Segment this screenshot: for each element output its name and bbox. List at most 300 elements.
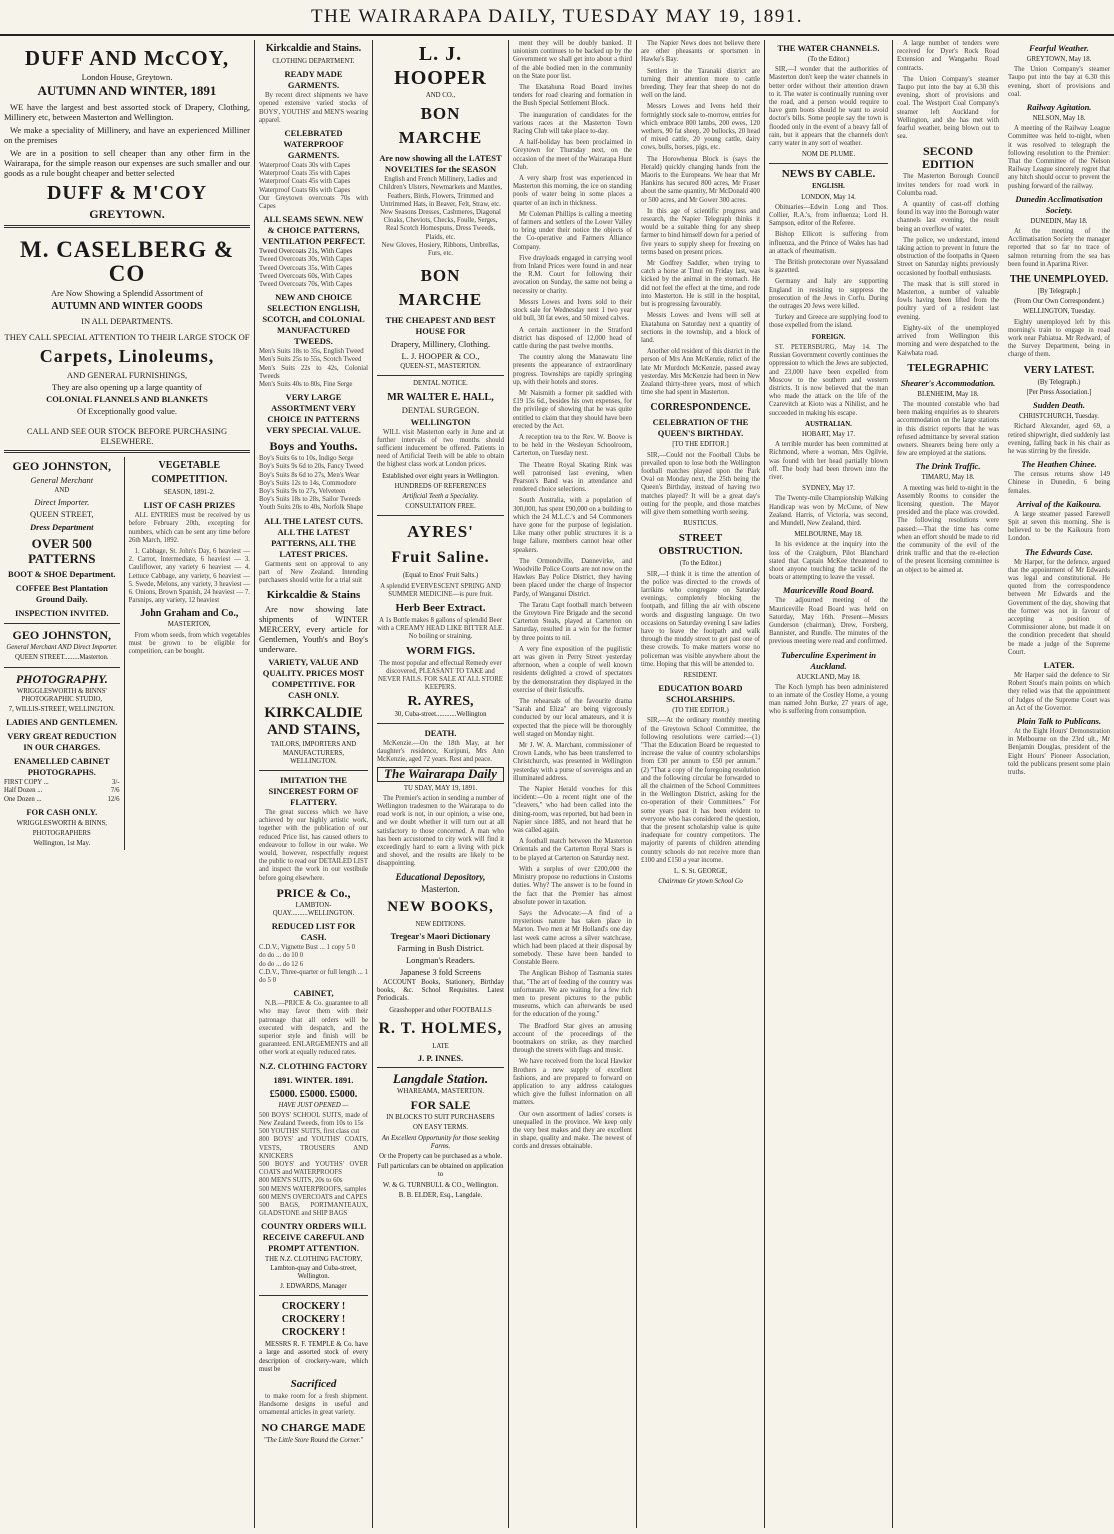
- latest-press: [Per Press Association.]: [1026, 388, 1092, 396]
- sudden-text: Richard Alexander, aged 69, a retired shipwright, died suddenly last evening, falling back in his chair as he was stirring by the fireside.: [1008, 423, 1110, 455]
- ayres-worm: WORM FIGS.: [405, 644, 476, 657]
- veg-list-items: 1. Cabbage, St. John's Day, 6 heaviest — 2. Carrot, Intermediate, 6 heaviest — 3. Cauliflower, any variety 6 heaviest — 4. Lettuce Cabbage, any variety, 6 heaviest — 5. Swede, Melons, any variety, 3 heaviest — 6. Onions, Brown Spanish, 24 heaviest — 7. Parsnips, any variety, 12 heaviest: [128, 548, 251, 605]
- editorial-text-17: A very fine exposition of the pugilistic art was given in Perry Street yesterday afternoon, when a couple of well known residents delighted a crowd of spectators by the demonstration they displayed in the exercise of their fisticuffs.: [513, 645, 632, 694]
- editorial-text-19: Mr J. W. A. Marchant, commissioner of Crown Lands, who has been transferred to Christchurch, was presented in Wellington yesterday with a purse of sovereigns and an illuminated address.: [513, 742, 632, 782]
- editorial-text-3: The inauguration of candidates for the various races at the Masterton Town Racing Club will take place to-day.: [513, 111, 632, 136]
- kirk-boys: Boys and Youths.: [269, 439, 358, 454]
- corr-sign: RUSTICUS.: [683, 520, 718, 528]
- rail-text: A meeting of the Railway League Committee was held to-night, when it was resolved to telegraph the following resolution to the Premier: That the Committee of the Nelson Railway League sincerely regret that any hitch should occur to prevent the pushing forward of the railway.: [1008, 125, 1110, 190]
- col5-text-3: Messrs Lowes and Ivens held their fortnightly stock sale to-morrow, entries for which embrace 800 lambs, 200 ewes, 120 wethers, 90 fat sheep, 20 bullocks, 20 head of mixed cattle, 20 young cattle, dairy cows, bulls, horses, pigs, etc.: [641, 103, 760, 152]
- column-1-split: [4, 457, 250, 850]
- bon-title: BON MARCHE: [398, 104, 483, 148]
- nzc-sign: J. EDWARDS, Manager: [280, 1283, 347, 1291]
- ayres-address: 30, Cuba-street............Wellington: [394, 710, 487, 718]
- imit-title: IMITATION THE SINCEREST FORM OF FLATTERY.: [268, 774, 359, 807]
- price-title: PRICE & Co.,: [276, 885, 351, 900]
- caselberg-goods-3: They are also opening up a large quantity of: [52, 382, 202, 392]
- water-sign: NOM DE PLUME.: [801, 151, 856, 159]
- edu-grass: Grasshopper and other FOOTBALLS: [389, 1006, 492, 1014]
- editorial-text-4: A half-holiday has been proclaimed in Greytown for Thursday next, on the occasion of the meet of the Wairarapa Hunt Club.: [513, 139, 632, 171]
- corr-body: SIR,—Could not the Football Clubs be prevailed upon to lose both the Wellington football matches played upon the Park Oval on Monday next, the 25th being the Queen's Birthday, instead of having two matches played? It will be a great day's outing for the people, and those matches will give them something worth seeing.: [641, 451, 760, 516]
- bon2-title: BON MARCHE: [398, 266, 483, 310]
- divider: [4, 450, 250, 453]
- second-text-2: A quantity of cast-off clothing found its way into the Borough water channels last evening, the result being an overflow of water.: [897, 201, 999, 233]
- second-text-1: The Masterton Borough Council invites tenders for road work in Columba road.: [897, 173, 999, 197]
- price-value: 7/6: [110, 787, 120, 795]
- divider: [377, 515, 504, 516]
- cable-london: LONDON, May 14.: [801, 193, 856, 201]
- kirk-latest: ALL THE LATEST CUTS. ALL THE LATEST PATTERNS, ALL THE LATEST PRICES.: [264, 515, 363, 559]
- tenders-head: A large number of tenders were received for Dyer's Rock Road Extension and Wangaehu Road contracts.: [897, 40, 999, 72]
- graham-body: From whom seeds, from which vegetables must be grown to be eligible for competition, can be bought.: [128, 631, 251, 656]
- dental-name: MR WALTER E. HALL,: [387, 391, 494, 403]
- corr-sub: CELEBRATION OF THE QUEEN'S BIRTHDAY.: [652, 417, 749, 439]
- column-1: [0, 40, 254, 1530]
- kirk3-sub: TAILORS, IMPORTERS AND MANUFACTURERS, WELLINGTON.: [270, 741, 357, 765]
- col5-text-4: The Horowhenua Block is (says the Herald) quickly changing hands from the Maoris to the Europeans. We hear that Mr Hankins has secured 800 acres, Mr Fraser about the same quantity, Mr McDonald 400 or 500 acres, and Mr Gower 300 acres.: [641, 155, 760, 204]
- editorial-text-27: Our own assortment of ladies' corsets is unequalled in the province. We keep only the very best makes and they are excellent in shape, quality and make. The newest of cords and dresses obtainable.: [513, 1110, 632, 1151]
- geo2-address: QUEEN STREET.........Masterton.: [14, 654, 109, 662]
- unemp-text: Eighty unemployed left by this morning's train to engage in road work near Pahiatua. Mr Redward, of the Survey Department, being in charge of them.: [1008, 318, 1110, 359]
- ayres-salt-note: (Equal to Enos' Fruit Salts.): [402, 572, 479, 580]
- column-3: [373, 40, 508, 1530]
- veg-list: LIST OF CASH PRIZES: [143, 500, 235, 511]
- second-text-3: The police, we understand, intend taking action to prevent in future the obstruction of the footpaths in Queen Street on Saturday nights previously occasioned by football enthusiasts.: [897, 236, 999, 277]
- fear-title: Fearful Weather.: [1029, 43, 1089, 53]
- edu-account: ACCOUNT Books, Stationery, Birthday books, &c. School Requisites. Latest Periodicals.: [377, 978, 504, 1003]
- street-sign: RESIDENT.: [683, 672, 718, 679]
- edu-title: EDUCATION BOARD SCHOLARSHIPS.: [658, 683, 743, 705]
- column-4: [509, 40, 636, 1530]
- ayres-firm: R. AYRES,: [407, 693, 474, 709]
- cable-text-1: Obituaries—Edwin Long and Thos. Collier, R.A.'s, from influenza; Lord H. Sampson, editor of the Referee.: [769, 203, 888, 228]
- unemp-title: THE UNEMPLOYED.: [1009, 274, 1109, 286]
- ayres-herb: Herb Beer Extract.: [395, 602, 486, 615]
- geo-sub-1: General Merchant: [30, 475, 94, 485]
- geo-sub-2: AND: [54, 487, 70, 494]
- editorial-text-16: The Taratu Capt football match between the Greytown Fire Brigade and the second Carterton Steals, played at Carterton on Saturday, resulted in a win for the former by three points to nil.: [513, 601, 632, 642]
- editorial-text-13: The Theatre Royal Skating Rink was well patronised last evening, when Pearson's Band was in attendance and rendered choice selections.: [513, 461, 632, 494]
- nzc-season: 1891. WINTER. 1891.: [273, 1074, 354, 1085]
- hobart: HOBART, May 17.: [801, 430, 856, 438]
- corr-to: [TO THE EDITOR.]: [672, 441, 729, 449]
- column-6: [765, 40, 892, 1530]
- editorial-text-25: The Bradford Star gives an amusing account of the proceedings of the bootmakers on strike, as they marched through the streets with flags and music.: [513, 1022, 632, 1055]
- street-title: STREET OBSTRUCTION.: [658, 532, 743, 558]
- editorial-text-9: A certain auctioneer in the Stratford district has disposed of 12,000 head of cattle during the past twelve months.: [513, 326, 632, 350]
- editorial-text-7: Five drayloads engaged in carrying wool from Inland Prices were found in and near the R.M. Court for following their avocation on Sunday, the same not being a necessity or charity.: [513, 254, 632, 295]
- cable-text-2: Bishop Ellicott is suffering from influenza, and the Prince of Wales has had an attack of rheumatism.: [769, 231, 888, 255]
- langdale-apply: Full particulars can be obtained on application to: [377, 1163, 504, 1179]
- geo-inspection: INSPECTION INVITED.: [15, 608, 109, 619]
- ayres-title: AYRES': [407, 522, 474, 542]
- langdale-terms: ON EASY TERMS.: [413, 1124, 468, 1132]
- editorial-text-14: South Australia, with a population of 300,000, has spent £90,000 on a building to which the 24 M.L.C.'s and 54 Commoners have gone for the purpose of legislation. Like many other public structures it is a huge failure, members cannot hear other speakers.: [513, 497, 632, 554]
- editorial-text-23: Says the Advocate:—A find of a mysterious nature has taken place in Marton. Two men at Mr Holland's one day last week came across a silver watchcase, which had been placed at their disposal by somebody. These have been handed to Constable Beere.: [513, 909, 632, 967]
- dunedin-title: Dunedin Acclimatisation Society.: [1015, 193, 1103, 215]
- tuber-title: Tuberculine Experiment in Auckland.: [780, 649, 877, 671]
- crock-title: CROCKERY ! CROCKERY ! CROCKERY !: [281, 1301, 346, 1339]
- column-8: [1004, 40, 1114, 1530]
- divider: [259, 1295, 368, 1296]
- hooper-title: L. J. HOOPER: [394, 43, 487, 89]
- col5-text-2: Settlers in the Taranaki district are turning their attention more to cattle breeding. They fear that sheep do not do well on the land.: [641, 67, 760, 100]
- kirk-waterproof-list: Waterproof Coats 30s with Capes Waterproof Coats 35s with Capes Waterproof Coats 45s with Capes Waterproof Coats 60s with Capes Our Greytown overcoats 70s with Capes: [259, 162, 368, 211]
- col5-text-6: Mr Godfrey Saddler, when trying to catch a horse at Tinui on Friday last, was kicked by the animal in the stomach. He did not feel the effect at the time, and rode into Masterton. He is still in the hospital, but is progressing favourably.: [641, 260, 760, 309]
- dental-title: DENTAL SURGEON.: [401, 404, 480, 415]
- daily-leader: The Premier's action in sending a number of Wellington tradesmen to the Wairarapa to do road work is not, in our opinion, a wise one, and we doubt whether it will turn out at all satisfactory to those concerned. A man who has been accustomed to city work will find it exceedingly hard to earn a living with pick and shovel, and the results are likely to be disappointing.: [377, 794, 504, 868]
- ayres-body: A splendid EVERVESCENT SPRING AND SUMMER MEDICINE—is pure fruit.: [380, 582, 501, 598]
- edu-body: SIR,—At the ordinary monthly meeting of the Greytown School Committee, the following resolutions were carried:—(1) "That the Education Board be requested to increase the value of country scholarships from £30 per annum to £50 per annum." (2) "That a copy of the foregoing resolution and the following circular be forwarded to all the chairmen of the School Committees in the Wellington District, asking for the co-operation of their Committees." For some years past it has been evident to everyone who has considered the question, that the present scholarship value is quite inadequate for country competitors. The majority of parents of children attending country schools do not receive more than £100 and £150 a year income.: [641, 717, 760, 864]
- divider: [377, 375, 504, 376]
- langdale-agent-2: B. B. ELDER, Esq., Langdale.: [398, 1191, 483, 1199]
- edu-title: Educational Depository,: [395, 871, 486, 882]
- holmes-late: LATE: [432, 1042, 449, 1050]
- geo-dress: Dress Department: [30, 522, 94, 533]
- second-text-5: Eighty-six of the unemployed arrived from Wellington this morning and were despatched to the Kaiwhata road.: [897, 324, 999, 357]
- water-to: (To the Editor.): [807, 56, 850, 63]
- nzc-country: COUNTRY ORDERS WILL RECEIVE CAREFUL AND PROMPT ATTENTION.: [260, 1221, 367, 1254]
- photo-sign-2: PHOTOGRAPHERS: [32, 830, 91, 838]
- mauri-title: Mauriceville Road Board.: [783, 585, 874, 596]
- photo-enamel: ENAMELLED CABINET PHOTOGRAPHS.: [13, 756, 110, 778]
- timaru: TIMARU, May 18.: [921, 474, 975, 482]
- edwards-title: The Edwards Case.: [1025, 546, 1093, 557]
- caselberg-season: AUTUMN AND WINTER GOODS: [51, 301, 203, 312]
- daily-masthead: The Wairarapa Daily: [377, 767, 504, 781]
- dunedin-text: At the meeting of the Acclimatisation Society the manager reported that so far no trace of salmon returning from the sea has been found in Aparima River.: [1008, 228, 1110, 268]
- geo-title: GEO JOHNSTON,: [12, 459, 112, 473]
- price-note: N.B.—PRICE & Co. guarantee to all who may favor them with their patronage that all orders will be executed with despatch, and the superior style and finish will be guaranteed. ENLARGEMENTS and all other work at equally reduced rates.: [259, 1000, 368, 1057]
- photo-ladies: LADIES AND GENTLEMEN.: [6, 717, 118, 728]
- second-text-4: The mask that is still stored in Masterton, a number of valuable fowls having been lifted from the poultry yard of a resident last evening.: [897, 280, 999, 321]
- caselberg-depts: IN ALL DEPARTMENTS.: [81, 316, 173, 326]
- later-title: LATER.: [1043, 659, 1075, 670]
- editorial-text-20: The Napier Herald vouches for this incident:—On a recent night one of the "cleavers," who had been called into the dining-room, was reported, but had been in Napier since 1885, and not heard that he was called again.: [513, 786, 632, 835]
- editorial-text-2: The Ekatahuna Road Board invites tenders for road clearing and formation in the Bush Special Settlement Block.: [513, 84, 632, 108]
- crock-charge: NO CHARGE MADE: [261, 1421, 366, 1434]
- bon-list: English and French Millinery, Ladies and Children's Ulsters, Newmarkets and Mantles, Feathers, Birds, Flowers, Trimmed and Untrimmed Hats, in Beaver, Felt, Straw, etc. New Seasons Dresses, Cashmeres, Diagonal Cloaks, Cheviots, Checks, Foulle, Serges, Real Scotch Homespuns, Dress Tweeds, Plaids, etc. New Gloves, Hosiery, Ribbons, Umbrellas, Furs, etc.: [378, 176, 503, 258]
- editorial-text-15: The Ormondville, Dannevirke, and Woodville Police Courts are not now on the Hawkes Bay Police District, they having been placed under the charge of Inspector Pardy, of Wanganui District.: [513, 557, 632, 598]
- duff-footer-2: GREYTOWN.: [89, 207, 165, 221]
- divider: [259, 770, 368, 771]
- photo-sign: WRIGGLESWORTH & BINNS,: [16, 819, 107, 827]
- kirk-title: Kirkcaldie and Stains.: [265, 43, 362, 54]
- nzc-title: N.Z. CLOTHING FACTORY: [259, 1060, 368, 1071]
- vegetable-competition-ad: [129, 457, 250, 850]
- bon2-sub: THE CHEAPEST AND BEST HOUSE FOR: [385, 315, 496, 337]
- price-value: 3/-: [112, 779, 120, 787]
- unemp-sub: [By Telegraph.]: [1037, 288, 1081, 296]
- kirk2-title: Kirkcaldie & Stains: [266, 589, 361, 602]
- cable-title: NEWS BY CABLE.: [781, 168, 876, 181]
- editorial-text-11: Mr Naismith a former pit saddled with £19 15s 6d., besides his own expenses, for the privilege of showing that he was quite entitled to claim that they should have been erected by the Act.: [513, 389, 632, 430]
- ayres-worm-body: The most popular and effectual Remedy ever discovered, PLEASANT TO TAKE and NEVER FAILS. FOR SALE AT ALL STORE KEEPERS.: [378, 659, 503, 692]
- duff-season: AUTUMN AND WINTER, 1891: [37, 83, 217, 98]
- photo-date: Wellington, 1st May.: [33, 840, 91, 848]
- crock-sign: "The Little Store Round the Corner.": [263, 1436, 364, 1444]
- column-rule: [124, 457, 125, 850]
- price-label: One Dozen ...: [4, 795, 42, 803]
- dental-established: Established over eight years in Wellington.: [382, 472, 499, 480]
- crock-sacrificed: Sacrificed: [290, 1378, 337, 1391]
- editorial-text-1: ment they will be doubly banked. If unionism continues to be backed up by the Government we shall get into about a third of the able bodied men in the community on the State poor list.: [513, 40, 632, 80]
- price-row: [4, 779, 120, 787]
- kirk-very: VERY LARGE ASSORTMENT VERY CHOICE IN PATTERNS VERY SPECIAL VALUE.: [266, 392, 361, 436]
- caselberg-sub: Are Now Showing a Splendid Assortment of: [50, 288, 204, 298]
- edwards-text: Mr Harper, for the defence, argued that the appointment of Mr Edwards was legal and constitutional. He quoted from the correspondence between Mr Edwards and the Government of the day, showing that the former was not in favour of accepting a position of Commissioner alone, but made it on the condition precedent that should be made a judge of the Supreme Court.: [1008, 558, 1110, 656]
- fear-text: The Union Company's steamer Taupo put into the bay at 6.30 this evening, short of provisions and coal.: [1008, 66, 1110, 98]
- price-row: [4, 796, 120, 804]
- edu-longman: Longman's Readers.: [405, 954, 476, 965]
- price-row: [4, 787, 120, 795]
- edu-new: NEW EDITIONS.: [415, 920, 466, 928]
- col5-text-8: Another old resident of this district in the person of Mrs Ann McKenzie, relict of the late Mr Murdoch McKenzie, passed away yesterday. Mrs McKenzie had been in New Zealand thirty-three years, most of which time she had spent in Masterton.: [641, 348, 760, 397]
- tele-sub: Shearer's Accommodation.: [900, 377, 996, 388]
- corr-title: CORRESPONDENCE.: [650, 402, 751, 414]
- death-title: DEATH.: [424, 727, 457, 738]
- edu-sign-2: Chairman Gr ytown School Co: [658, 878, 743, 886]
- kirk-tweed: Tweed Overcoats 21s, With Capes: [259, 248, 353, 256]
- caselberg-goods-5: Of Exceptionally good value.: [76, 406, 178, 416]
- kirk-tweed-list: Tweed Overcoats 30s, With Capes Tweed Overcoats 35s, With Capes Tweed Overcoats 60s, With Capes Tweed Overcoats 70s, With Capes: [259, 256, 353, 289]
- edu-city: Masterton.: [421, 883, 460, 894]
- australian-title: AUSTRALIAN.: [805, 420, 852, 428]
- langdale-blocks: IN BLOCKS TO SUIT PURCHASERS: [386, 1114, 495, 1122]
- editorial-text-12: A reception tea to the Rev. W. Boove is to be held in the Wesleyan Schoolroom, Carterton, on Tuesday next.: [513, 433, 632, 458]
- edu-tregear: Tregear's Maori Dictionary: [390, 930, 491, 941]
- kirk2-variety: VARIETY, VALUE AND QUALITY. PRICES MOST COMPETITIVE. FOR CASH ONLY.: [262, 657, 365, 701]
- duff-footer: DUFF & M'COY: [46, 182, 208, 204]
- street-body: SIR,—I think it is time the attention of the police was directed to the crowds of larrikins who congregate on Saturday evenings, completely blocking the footpath, and filling the air with obscene words and disgusting language. On two occasions on Saturday evening I saw ladies have to leave the footpath and walk through the muddy street to get past one of these crowds. To make matters worse no policeman was visible anywhere about the time. Hoping that this will be attended to.: [641, 570, 760, 668]
- col5-text-5: In this age of scientific progress and research, the Napier Telegraph thinks it would be a suitable thing for any sheep farmer to bind himself down for a period of five years to supply sheep for freezing on terms based on present prices.: [641, 207, 760, 256]
- kirk-waterproof: CELEBRATED WATERPROOF GARMENTS.: [283, 128, 344, 161]
- langdale-purchase: Or the Property can be purchased as a whole.: [379, 1152, 502, 1160]
- caselberg-title: M. CASELBERG & CO: [20, 237, 234, 286]
- editorial-text-22: With a surplus of over £200,000 the Ministry propose no reductions in Customs duties. Why? The answer is to be found in the fact that the Premier has almost absolute power in taxation.: [513, 865, 632, 906]
- divider: [4, 623, 120, 624]
- cable-text-5: Turkey and Greece are supplying food to those expelled from the island.: [769, 314, 888, 330]
- photo-reduction: VERY GREAT REDUCTION IN OUR CHARGES.: [7, 731, 117, 753]
- photo-title: PHOTOGRAPHY.: [15, 671, 108, 686]
- ayres-salt: Fruit Saline.: [391, 549, 490, 567]
- divider: [377, 1067, 504, 1068]
- dental-teeth: Artificial Teeth a Speciality.: [402, 493, 479, 501]
- divider: [769, 163, 888, 164]
- kirk-boys-list: Boy's Suits 6s to 10s, Indigo Serge Boy's Suits 9s 6d to 20s, Fancy Tweed Boy's Suits 8s 6d to 27s, Men's Wear Boy's Suits 12s to 14s, Commodore Boy's Suits 9s to 27s, Velveteen Boy's Suits 18s to 28s, Sailor Tweeds Youth Suits 20s to 40s, Norfolk Shape: [259, 455, 364, 512]
- column-7: [893, 40, 1003, 1530]
- photo-cash: FOR CASH ONLY.: [26, 806, 98, 817]
- duff-sub: London House, Greytown.: [81, 72, 173, 82]
- divider: [4, 667, 120, 668]
- caselberg-attn: THEY CALL SPECIAL ATTENTION TO THEIR LARGE STOCK OF: [4, 332, 250, 342]
- editorial-text-8: Messrs Lowes and Ivens sold to their stock sale for Wednesday next 1 two year old bull, 30 fat ewes, and 50 mixed calves.: [513, 298, 632, 323]
- edu-to: (TO THE EDITOR.): [672, 707, 729, 715]
- caselberg-goods: Carpets, Linoleums,: [39, 346, 215, 366]
- latest-title: VERY LATEST.: [1023, 364, 1095, 376]
- plain-title: Plain Talk to Publicans.: [1016, 715, 1102, 726]
- edu-farming: Farming in Bush District.: [397, 942, 484, 953]
- water-title: THE WATER CHANNELS.: [777, 43, 880, 53]
- melbourne-text: In his evidence at the inquiry into the loss of the Craigburn, Pilot Blanchard stated that Captain McKee threatened to shoot anyone touching the tackle of the boats or attempting to leave the vessel.: [769, 541, 888, 582]
- duff-title: DUFF AND McCOY,: [24, 46, 230, 70]
- bon-body: Are now showing all the LATEST NOVELTIES for the SEASON: [379, 153, 502, 175]
- editorial-text-10: The country along the Manawatu line presents the appearance of extraordinary progress. Townships are rapidly springing up, with their hotels and stores.: [513, 354, 632, 386]
- kirk-ready: READY MADE GARMENTS.: [284, 69, 343, 91]
- photo-sub: WRIGGLESWORTH & BINNS' PHOTOGRAPHIC STUDIO,: [16, 687, 107, 703]
- edu-sign: L. S. St. GEORGE,: [673, 868, 728, 876]
- caselberg-goods-2: AND GENERAL FURNISHINGS,: [66, 370, 188, 380]
- kirk-new: NEW AND CHOICE SELECTION ENGLISH, SCOTCH, and COLONIAL MANUFACTURED TWEEDS.: [262, 292, 365, 347]
- drink-title: The Drink Traffic.: [915, 461, 981, 472]
- holmes-prev: J. P. INNES.: [417, 1052, 464, 1063]
- divider: [377, 723, 504, 724]
- price-list: C.D.V., Vignette Bust ... 1 copy 5 0 do do ... do 10 0 do do ... do 12 6 C.D.V., Three-quarter or full length ... 1 do 5 0: [259, 944, 368, 984]
- heathen-title: The Heathen Chinee.: [1021, 459, 1097, 470]
- dental-refs: HUNDREDS OF REFERENCES: [394, 482, 487, 490]
- bon2-firm: L. J. HOOPER & CO.,: [401, 351, 480, 362]
- langdale-title: Langdale Station.: [392, 1070, 489, 1086]
- sudden-title: Sudden Death.: [1033, 400, 1085, 411]
- daily-date: TU SDAY, MAY 19, 1891.: [403, 784, 478, 792]
- price-label: Half Dozen ...: [4, 787, 43, 795]
- foreign-text: ST. PETERSBURG, May 14. The Russian Government covertly continues the oppression to which the Jews are subjected, and 23,000 have been expelled from Moscow to the southern and western districts. It is now believed that the man who made the attack on the life of the Czarevitch at Kioto was a Nihilist, and he succeeded in making his escape.: [769, 343, 888, 417]
- tenders-text: The Union Company's steamer Taupo put into the bay at 6.30 this evening, short of provisions and coal. The Westport Coal Company's steamer left Auckland for Wellington, and she has met with fearful weather, being blown out to sea.: [897, 75, 999, 141]
- geo-boot: BOOT & SHOE Department.: [8, 569, 116, 580]
- column-5: [637, 40, 764, 1530]
- kirk-approval: Garments sent on approval to any part of New Zealand. Intending purchasers should write for a trial suit: [259, 560, 368, 585]
- column-2: [255, 40, 372, 1530]
- drink-text: A meeting was held to-night in the Assembly Rooms to consider the licensing question. The Mayor presided and the place was crowded. The following resolutions were passed:—That the time has come when an effort should be made to rid the community of the evil of the drink traffic and that the re-election of the present licensing committee is an object to be aimed at.: [897, 484, 999, 574]
- dental-city: WELLINGTON: [410, 416, 471, 427]
- holmes-title: R. T. HOLMES,: [378, 1019, 503, 1037]
- duff-body-2: We make a speciality of Millinery, and have an experienced Milliner on the premises: [4, 125, 250, 145]
- editorial-text-21: A football match between the Masterton Orientals and the Carterton Royal Stars is to be played at Carterton on Saturday next.: [513, 838, 632, 862]
- nzc-opened: HAVE JUST OPENED —: [278, 1101, 349, 1109]
- col5-text-7: Messrs Lowes and Ivens will sell at Ekatahuna on Saturday next a quantity of sections in the township, and a block of land.: [641, 312, 760, 344]
- kirk3-title: KIRKCALDIE AND STAINS,: [264, 705, 363, 739]
- kaikoura-title: Arrival of the Kaikoura.: [1016, 498, 1102, 509]
- langdale-sale: FOR SALE: [410, 1098, 471, 1113]
- langdale-place: WHAREAMA, MASTERTON.: [397, 1087, 484, 1095]
- editorial-text-18: The rehearsals of the favourite drama "Sarah and Eliza" are being vigorously conducted by our local amateurs, and it is expected that the piece will be thoroughly well staged on Monday night.: [513, 698, 632, 738]
- geo-500: OVER 500 PATTERNS: [28, 536, 96, 567]
- geo-coffee: COFFEE Best Plantation Ground Daily.: [15, 583, 108, 605]
- caselberg-call: CALL AND SEE OUR STOCK BEFORE PURCHASING ELSEWHERE.: [26, 426, 228, 446]
- tele-title: TELEGRAPHIC: [907, 361, 989, 374]
- crock-body-2: to make room for a fresh shipment. Handsome designs in useful and ornamental articles in great variety.: [259, 1393, 368, 1417]
- unemp-from: (From Our Own Correspondent.): [1014, 298, 1104, 306]
- plain-text: At the Eight Hours' Demonstration in Melbourne on the 23rd ult., Mr Benjamin Douglas, president of the Eight Hours' Pioneer Association, told the publicans present some plain truths.: [1008, 727, 1110, 776]
- editorial-text-5: A very sharp frost was experienced in Masterton this morning, the ice on standing pools of water being in some places a quarter of an inch in thickness.: [513, 175, 632, 207]
- kirk-body: By recent direct shipments we have opened extensive varied stocks of BOYS', YOUTHS' and MEN'S wearing apparel.: [259, 92, 368, 124]
- rail-title: Railway Agitation.: [1026, 102, 1092, 113]
- price-reduced: REDUCED LIST FOR CASH.: [271, 921, 356, 943]
- nzc-list: 500 BOYS' SCHOOL SUITS, made of New Zealand Tweeds, from 10s to 15s 500 YOUTHS' SUITS, first class cut 800 BOYS' and YOUTHS' COATS, VESTS, TROUSERS AND KNICKERS 500 BOYS' and YOUTHS' OVER COATS and WATERPROOFS 800 MEN'S SUITS, 20s to 60s 500 MEN'S WATERPROOFS, samples 600 MEN'S OVERCOATS and CAPES 500 BAGS, PORTMANTEAUX, GLADSTONE and SHIP BAGS: [259, 1111, 368, 1218]
- nzc-factory: THE N.Z. CLOTHING FACTORY, Lambton-quay and Cuba-street, Wellington.: [264, 1256, 363, 1280]
- veg-season: SEASON, 1891-2.: [163, 489, 215, 496]
- geo2-title: GEO JOHNSTON,: [12, 628, 112, 643]
- latest-sub: (By Telegraph.): [1037, 378, 1081, 386]
- bon2-address: QUEEN-ST., MASTERTON.: [400, 363, 481, 371]
- caselberg-goods-4: COLONIAL FLANNELS AND BLANKETS: [46, 394, 208, 404]
- langdale-agent: W. & G. TURNBULL & CO., Wellington.: [382, 1181, 499, 1189]
- geo-johnston-ad: [4, 457, 120, 850]
- graham-title: John Graham and Co.,: [140, 608, 239, 620]
- bon2-drapery: Drapery, Millinery, Clothing.: [390, 339, 491, 350]
- price-value: 12/6: [107, 795, 120, 803]
- col5-text-1: The Napier News does not believe there are other pheasants or sportsmen in Hawke's Bay.: [641, 40, 760, 64]
- auckland: AUCKLAND, May 18.: [796, 673, 861, 681]
- cable-english: ENGLISH.: [812, 183, 845, 191]
- nelson: NELSON, May 18.: [1032, 115, 1086, 123]
- nzc-money: £5000. £5000. £5000.: [269, 1088, 358, 1100]
- street-to: (To the Editor.): [679, 560, 722, 568]
- langdale-excellent: An Excellent Opportunity for those seeking Farms.: [381, 1134, 500, 1150]
- hobart-text: A terrible murder has been committed at Richmond, where a woman, Mrs Ogilvie, was found with her head partially blown off. The body had been thrown into the river.: [769, 441, 888, 481]
- hooper-sub: AND CO.,: [425, 92, 456, 99]
- kirk-seams: ALL SEAMS SEWN. NEW & CHOICE PATTERNS, VENTILATION PERFECT.: [261, 214, 366, 247]
- dental-notice: DENTAL NOTICE.: [413, 380, 468, 388]
- ayres-herb-body: A 1s Bottle makes 8 gallons of splendid Beer with a CREAMY HEAD LIKE BITTER ALE. No boiling or straining.: [377, 617, 504, 641]
- photo-address: 7, WILLIS-STREET, WELLINGTON.: [8, 706, 115, 714]
- melbourne: MELBOURNE, May 18.: [794, 531, 863, 539]
- heathen-text: The census returns show 149 Chinese in Dunedin, 6 being females.: [1008, 471, 1110, 495]
- geo-street: QUEEN STREET,: [29, 509, 94, 520]
- geo2-sub: General Merchant AND Direct Importer.: [6, 644, 118, 652]
- cable-text-3: The British protectorate over Nyassaland is gazetted.: [769, 259, 888, 275]
- veg-body: ALL ENTRIES must be received by us before February 20th, excepting for numbers, which can be sent any time before 26th March, 1892.: [128, 512, 251, 544]
- tuber-text: The Koch lymph has been administered to an inmate of the Costley Home, a young man named John Burke, 27 years of age, who is suffering from consumption.: [769, 683, 888, 716]
- dunedin: DUNEDIN, May 18.: [1030, 217, 1088, 225]
- editorial-text-6: Mr Coleman Phillips is calling a meeting of farmers and settlers of the Lower Valley to bring under their notice the objects of the Co-operative and Farmers Alliance Company.: [513, 210, 632, 251]
- water-body: SIR,—I wonder that the authorities of Masterton don't keep the water channels in better order without their attention drawn to it. The water is continually running over the road, and a person would require to have gum boots should he want to avoid doctor's bills. Some people say the town is flooded only in the event of a heavy fall of rain, but it appears that the channels don't carry water in any sort of weather.: [769, 66, 888, 148]
- kirk-suits: Men's Suits 18s to 35s, English Tweed Men's Suits 25s to 55s, Scotch Tweed Men's Suits 22s to 42s, Colonial Tweeds Men's Suits 40s to 80s, Fine Serge: [259, 348, 368, 389]
- edu-books: NEW BOOKS,: [387, 898, 494, 915]
- duff-body: WE have the largest and best assorted stock of Drapery, Clothing, Millinery etc, between Masterton and Wellington.: [4, 102, 250, 122]
- foreign-title: FOREIGN.: [811, 333, 846, 341]
- editorial-text-24: The Anglican Bishop of Tasmania states that, "The art of feeding of the country was unfortunate. We are waiting for a few rich men to present pictures to the public museums, which can afterwards be used for the education of the young.": [513, 970, 632, 1019]
- duff-body-3: We are in a position to sell cheaper than any other firm in the Wairarapa, for the simple reason our expenses are such smaller and our goods as a rule bought cheaper and better selected: [4, 148, 250, 178]
- blenheim: BLENHEIM, May 18.: [917, 390, 979, 398]
- sydney: SYDNEY, May 17.: [802, 485, 855, 493]
- cable-text-4: Germany and Italy are supporting England in resisting to suppress the prosecution of the Jews in Corfu. During the outrages 20 Jews were killed.: [769, 278, 888, 311]
- geo-sub-3: Direct Importer.: [34, 497, 90, 508]
- veg-title: VEGETABLE COMPETITION.: [151, 460, 228, 485]
- kirk-sub: CLOTHING DEPARTMENT.: [272, 58, 355, 65]
- kaikoura-text: A large steamer passed Farewell Spit at seven this morning. She is believed to be the Kaikoura from London.: [1008, 510, 1110, 543]
- price-label: FIRST COPY ...: [4, 779, 49, 787]
- unemp-place: WELLINGTON, Tuesday.: [1022, 308, 1096, 316]
- mauri-text: The adjourned meeting of the Mauriceville Road Board was held on Saturday, May 16th. Present—Messrs Gunderson (chairman), Drew, Forsberg, Bannister, and Rundle. The minutes of the previous meeting were read and confirmed.: [769, 597, 888, 646]
- price-sub: LAMBTON-QUAY..........WELLINGTON.: [272, 901, 355, 917]
- editorial-text-26: We have received from the local Hawker Brothers a new supply of excellent fashions, and are prepared to forward on application to any address catalogues which give the fullest information on all matters.: [513, 1058, 632, 1107]
- crock-body: MESSRS R. F. TEMPLE & Co. have a large and assorted stock of every description of crockery-ware, which must be: [259, 1341, 368, 1373]
- later-text: Mr Harper said the defence to Sir Robert Stout's main points on which they relied was that the appointment of Judges of the Supreme Court was an Act of the Governor.: [1008, 671, 1110, 712]
- imit-body: The great success which we have achieved by our highly artistic work, together with the publication of our reduced Price list, has caused others to endeavour to follow in our wake. We would, however, respectfully request the public to read our DETAILED LIST and inspect the work in our vestibule before going elsewhere.: [259, 808, 368, 882]
- graham-city: MASTERTON,: [167, 621, 211, 629]
- death-body: McKenzie.—On the 18th May, at her daughter's residence, Kuripuni, Mrs Ann McKenzie, aged 72 years. Rest and peace.: [377, 739, 504, 764]
- sydney-text: The Twenty-mile Championship Walking Handicap was won by McCune, of New Zealand. Harris, of Victoria, was second, and Mundell, New Zealand, third.: [769, 495, 888, 527]
- masthead-title: THE WAIRARAPA DAILY, TUESDAY MAY 19, 1891.: [0, 0, 1114, 36]
- edu-japanese: Japanese 3 fold Screens: [400, 966, 481, 977]
- second-edition-title: SECOND EDITION: [921, 144, 974, 172]
- christchurch: CHRISTCHURCH, Tuesday.: [1019, 413, 1099, 421]
- greytown: GREYTOWN, May 18.: [1026, 56, 1092, 63]
- kirk2-body: Are now showing late shipments of WINTER MERCERY, every article for Gentlemen, Youth's and Boy's underware.: [259, 604, 368, 655]
- dental-body: WILL visit Masterton early in June and at further intervals of two months should sufficient inducement be offered. Patients in need of Artificial Teeth will be able to obtain the highest class work at London prices.: [377, 428, 504, 469]
- tele-text: The mounted constable who had been making enquiries as to shearers accommodation on the large stations in this district reports that he was refused admittance by several station owners. Shearers being here only a few are employed at the stations.: [897, 400, 999, 458]
